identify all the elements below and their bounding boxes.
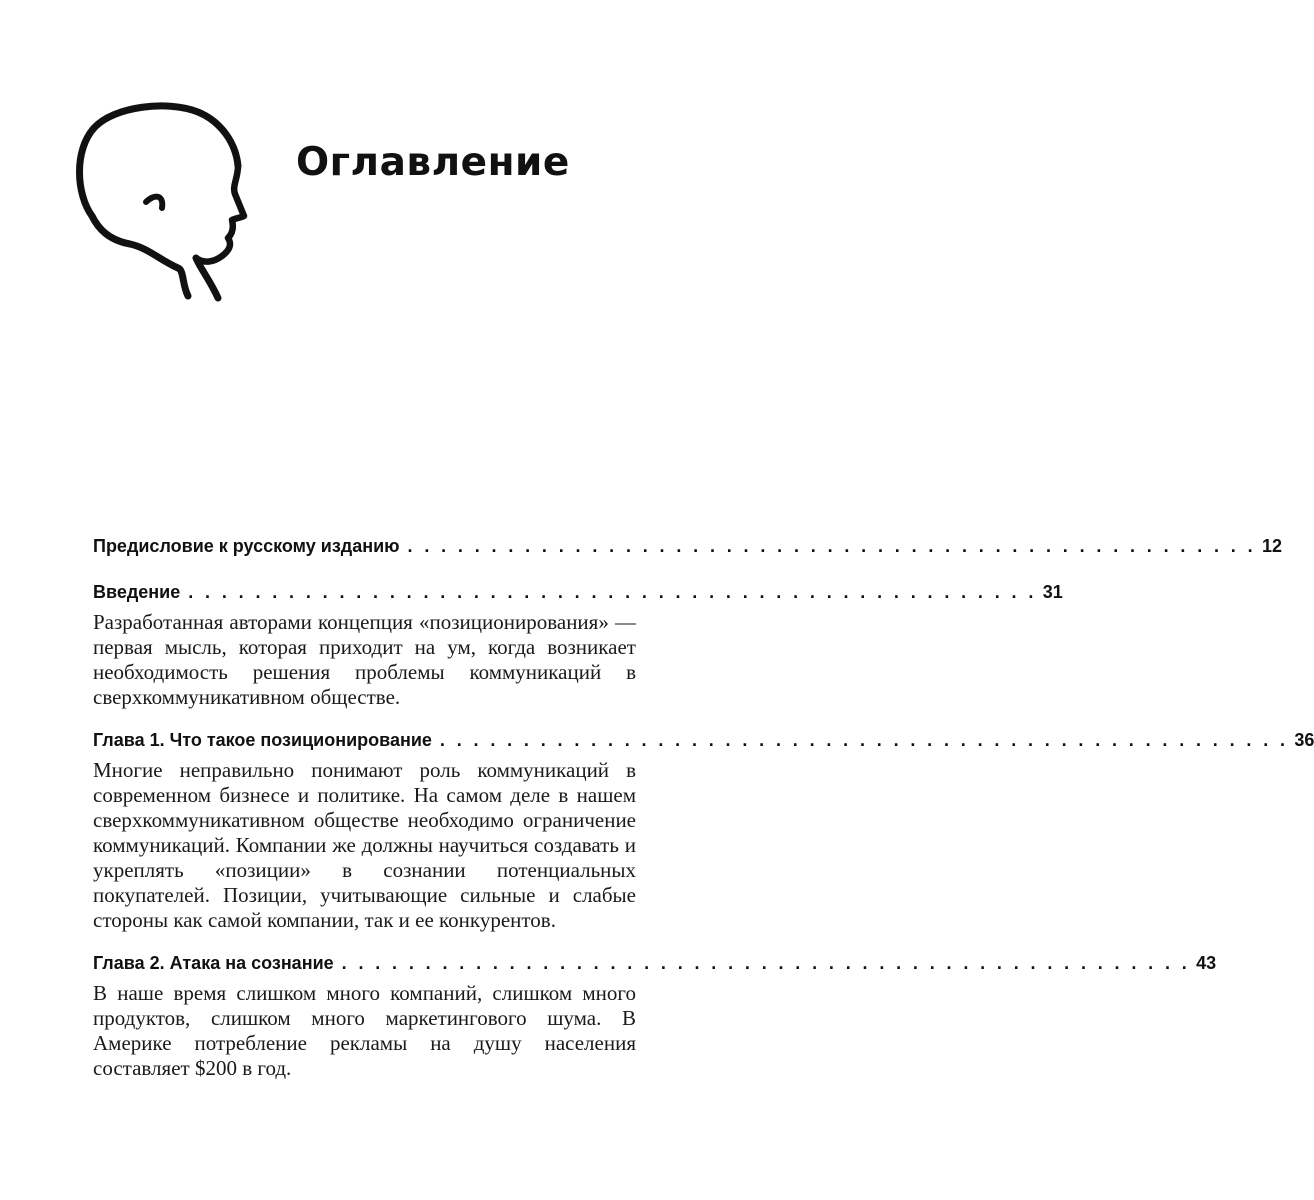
toc-entry-description: Многие неправильно понимают роль коммуникаций в современном бизнесе и политике. На самом деле в нашем сверхкоммуникативном обществе необходимо ограничение коммуникаций. Компании же должны научиться создавать и укреплять «позиции» в сознании потенциальных покупателей. Позиции, учитывающие сильные и слабые стороны как самой компании, так и ее конкурентов. — [93, 758, 636, 932]
toc-page-number: 43 — [1196, 953, 1217, 973]
toc-line[interactable] — [93, 947, 1217, 979]
toc-entry-description: В наше время слишком много компаний, слишком много продуктов, слишком много маркетингового шума. В Америке потребление рекламы на душу населения составляет $200 в год. — [93, 981, 636, 1080]
toc-page-number: 36 — [1294, 730, 1314, 750]
toc-line[interactable] — [93, 576, 1063, 608]
dot-leader: . . . . . . . . . . . . . . . . . . . . . . . . . . . . . . . . . . . . . . . . . . . . . . . . . . . — [188, 582, 1037, 602]
toc-entry-chapter-1 — [93, 724, 1314, 933]
toc-page-number: 12 — [1262, 536, 1283, 556]
toc-entry-title: Глава 2. Атака на сознание — [93, 953, 334, 973]
toc-entry-preface — [93, 530, 1283, 562]
toc-line[interactable] — [93, 724, 1314, 756]
dot-leader: . . . . . . . . . . . . . . . . . . . . . . . . . . . . . . . . . . . . . . . . . . . . . . . . . . . — [407, 536, 1257, 556]
toc-entry-title: Предисловие к русскому изданию — [93, 536, 400, 556]
toc-entry-description: Разработанная авторами концепция «позиционирования» — первая мысль, которая приходит на ум, когда возникает необходимость решения проблемы коммуникаций в сверхкоммуникативном обществе. — [93, 610, 636, 709]
table-of-contents — [93, 530, 1314, 1095]
head-profile-illustration — [72, 98, 252, 308]
toc-line[interactable] — [93, 530, 1283, 562]
toc-page-number: 31 — [1042, 582, 1063, 602]
dot-leader: . . . . . . . . . . . . . . . . . . . . . . . . . . . . . . . . . . . . . . . . . . . . . . . . . . . — [439, 730, 1289, 750]
toc-entry-title: Введение — [93, 582, 181, 602]
toc-entry-title: Глава 1. Что такое позиционирование — [93, 730, 432, 750]
toc-entry-chapter-2 — [93, 947, 1217, 1081]
page-title: Оглавление — [296, 140, 570, 185]
dot-leader: . . . . . . . . . . . . . . . . . . . . . . . . . . . . . . . . . . . . . . . . . . . . . . . . . . . — [341, 953, 1191, 973]
toc-entry-introduction — [93, 576, 1063, 710]
